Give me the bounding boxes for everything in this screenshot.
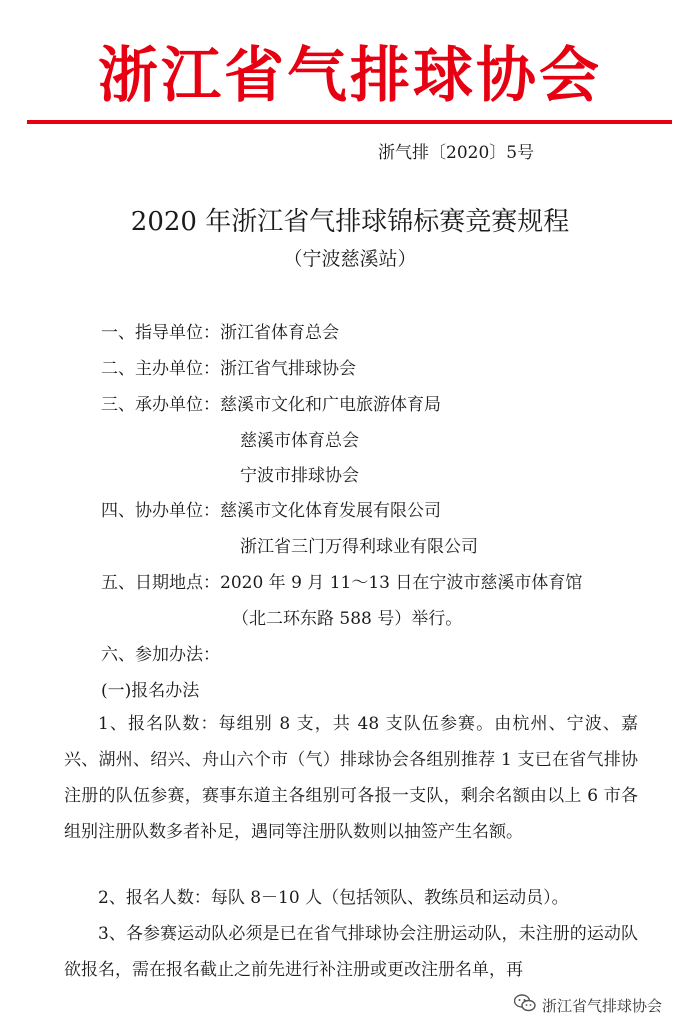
section-participation: 六、参加办法： xyxy=(101,645,220,665)
account-name: 浙江省气排球协会 xyxy=(542,997,663,1015)
section-host-unit: 二、主办单位：浙江省气排球协会 xyxy=(101,359,356,379)
paragraph-registration-rule: 3、各参赛运动队必须是已在省气排球协会注册运动队，未注册的运动队欲报名，需在报名截止之前先进行补注册或更改注册名单，再 xyxy=(64,924,638,980)
document-subtitle: （宁波慈溪站） xyxy=(283,248,417,270)
section-co-organizer-unit: 四、协办单位：慈溪市文化体育发展有限公司 xyxy=(101,501,441,521)
section-date-location: 五、日期地点：2020 年 9 月 11～13 日在宁波市慈溪市体育馆 xyxy=(101,573,583,593)
header-title: 浙江省气排球协会 xyxy=(98,41,602,111)
section-co-organizer-unit-2: 浙江省三门万得利球业有限公司 xyxy=(240,537,478,557)
document-title: 2020 年浙江省气排球锦标赛竞赛规程 xyxy=(130,207,570,237)
section-organizer-unit-3: 宁波市排球协会 xyxy=(240,466,359,486)
section-date-location-address: （北二环东路 588 号）举行。 xyxy=(232,609,463,629)
paragraph-team-count: 1、报名队数：每组别 8 支，共 48 支队伍参赛。由杭州、宁波、嘉兴、湖州、绍兴、舟山六个市（气）排球协会各组别推荐 1 支已在省气排协注册的队伍参赛，赛事东道主各组别可各报一支队，剩余名额由以上 6 市各组别注册队数多者补足，遇同等注册队数则以抽签产生名额。 xyxy=(64,714,638,842)
section-organizer-unit: 三、承办单位：慈溪市文化和广电旅游体育局 xyxy=(101,395,441,415)
section-guidance-unit: 一、指导单位：浙江省体育总会 xyxy=(101,323,339,343)
header-red-rule xyxy=(27,120,672,124)
paragraph-team-size: 2、报名人数：每队 8－10 人（包括领队、教练员和运动员）。 xyxy=(98,888,569,908)
document-number: 浙气排〔2020〕5号 xyxy=(378,143,535,163)
subsection-registration: (一)报名办法 xyxy=(101,681,200,701)
wechat-icon xyxy=(514,994,536,1012)
section-organizer-unit-2: 慈溪市体育总会 xyxy=(240,431,359,451)
